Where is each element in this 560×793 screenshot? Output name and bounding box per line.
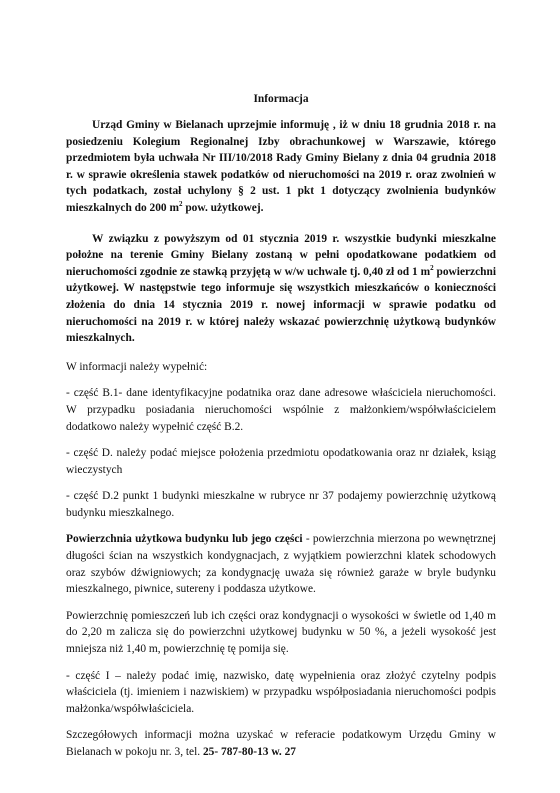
contact-text: Szczegółowych informacji można uzyskać w referacie podatkowym Urzędu Gminy w Bielanach w pokoju nr. 3, tel.: [66, 729, 496, 758]
announcement-superscript: 2: [178, 200, 183, 209]
height-rule-paragraph: Powierzchnię pomieszczeń lub ich części oraz kondygnacji o wysokości w świetle od 1,40 m do 2,20 m zalicza się do powierzchni użytkowej budynku w 50 %, a jeżeli wysokość jest mniejsza niż 1,40 m, powierzchnię tę pomija się.: [66, 609, 496, 656]
section-d-paragraph: - część D. należy podać miejsce położenia przedmiotu opodatkowania oraz nr działek, ksiąg wieczystych: [66, 447, 496, 476]
tax-info-text: W związku z powyższym od 01 stycznia 2019 r. wszystkie budynki mieszkalne położne na terenie Gminy Bielany zostaną w pełni opodatkowane podatkiem od nieruchomości zgodnie ze stawką przyjętą w w/w uchwale tj. 0,40 zł od 1 m: [66, 232, 496, 278]
section-d2-paragraph: - część D.2 punkt 1 budynki mieszkalne w rubryce nr 37 podajemy powierzchnię użytkową budynku mieszkalnego.: [66, 490, 496, 519]
form-intro-paragraph: W informacji należy wypełnić:: [66, 360, 208, 373]
tax-info-superscript: 2: [430, 263, 434, 272]
phone-number: 25- 787-80-13 w. 27: [202, 746, 296, 758]
document-title: Informacja: [253, 93, 309, 105]
announcement-text: Urząd Gminy w Bielanach uprzejmie informuję , iż w dniu 18 grudnia 2018 r. na posiedzeniu Kolegium Regionalnej Izby obrachunkowej w Warszawie, którego przedmiotem była uchwała Nr III/10/2018 Rady Gminy Bielany z dnia 04 grudnia 2018 r. w sprawie określenia stawek podatków od nieruchomości na 2019 r. oraz zwolnień w tych podatkach, został uchylony § 2 ust. 1 pkt 1 dotyczący zwolnienia budynków mieszkalnych do 200 m: [66, 119, 496, 214]
usable-area-text: - powierzchnia mierzona po wewnętrznej długości ścian na wszystkich kondygnacjach, z wyjątkiem powierzchni klatek schodowych oraz szybów dźwigniowych; za kondygnację uważa się również garaże w bryle budynku mieszkalnego, piwnice, sutereny i poddasza użytkowe.: [66, 533, 496, 596]
usable-area-term: Powierzchnia użytkowa budynku lub jego części: [66, 533, 303, 546]
section-b1-paragraph: - część B.1- dane identyfikacyjne podatnika oraz dane adresowe właściciela nieruchomości. W przypadku posiadania nieruchomości wspólnie z małżonkiem/współwłaścicielem dodatkowo należy wypełnić część B.2.: [66, 387, 496, 433]
contact-paragraph: [66, 727, 496, 760]
announcement-text-end: pow. użytkowej.: [182, 201, 264, 214]
tax-info-paragraph: [66, 231, 496, 347]
tax-info-text-end: powierzchni użytkowej. W następstwie tego informuje się wszystkich mieszkańców o konieczności złożenia do dnia 14 stycznia 2019 r. nowej informacji w sprawie podatku od nieruchomości na 2019 r. w której należy wskazać powierzchnię użytkową budynków mieszkalnych.: [66, 265, 496, 345]
section-i-paragraph: - część I – należy podać imię, nazwisko, datę wypełnienia oraz złożyć czytelny podpis właściciela (tj. imieniem i nazwiskiem) w przypadku współposiadania nieruchomości podpis małżonka/współwłaściciela.: [66, 669, 496, 715]
announcement-paragraph: [66, 117, 496, 217]
usable-area-definition: [66, 531, 496, 597]
